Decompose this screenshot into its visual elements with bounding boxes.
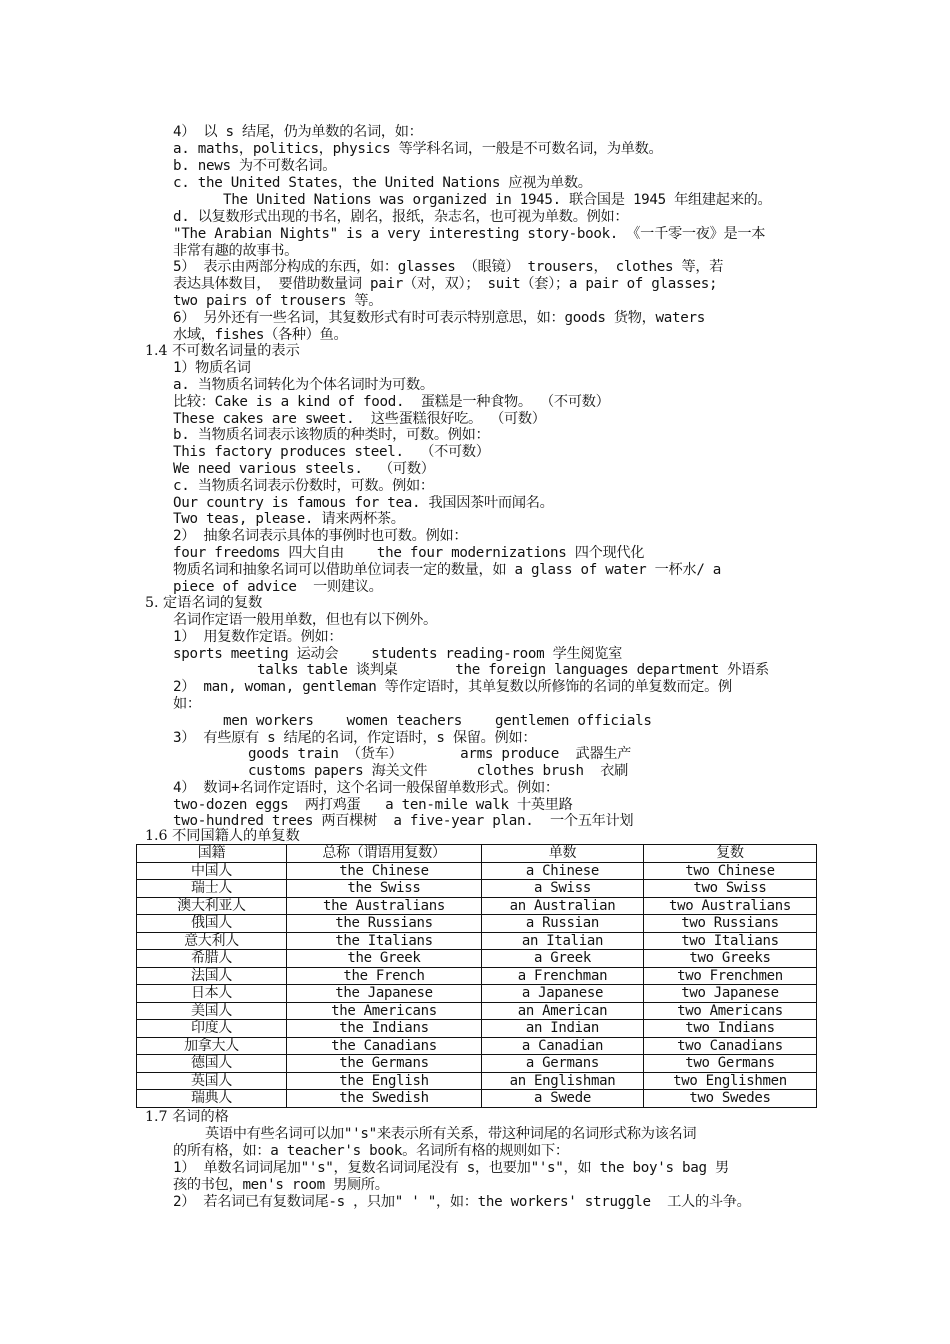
plural-cell: two Germans [644, 1055, 817, 1073]
table-row [137, 1020, 817, 1038]
paragraph-line: four freedoms 四大自由 the four modernizations 四个现代化 [173, 545, 645, 561]
table-row [137, 915, 817, 933]
collective-cell: the Swiss [287, 880, 482, 898]
nationality-cell: 印度人 [137, 1020, 287, 1038]
nationality-cell: 日本人 [137, 985, 287, 1003]
collective-cell: the Chinese [287, 862, 482, 880]
header-plural: 复数 [644, 845, 817, 863]
paragraph-line: 1） 单数名词词尾加"'s"，复数名词词尾没有 s，也要加"'s"，如 the boy's bag 男 [173, 1160, 729, 1176]
plural-cell: two Frenchmen [644, 967, 817, 985]
paragraph-line: 物质名词和抽象名词可以借助单位词表一定的数量，如 a glass of water 一杯水/ a [173, 562, 722, 578]
collective-cell: the Indians [287, 1020, 482, 1038]
table-row [137, 950, 817, 968]
paragraph-line: 名词作定语一般用单数，但也有以下例外。 [173, 612, 437, 628]
collective-cell: the English [287, 1072, 482, 1090]
paragraph-line: talks table 谈判桌 the foreign languages department 外语系 [257, 662, 769, 678]
singular-cell: a Chinese [482, 862, 644, 880]
plural-cell: two Russians [644, 915, 817, 933]
plural-cell: two Swedes [644, 1090, 817, 1108]
paragraph-line: 1）物质名词 [173, 360, 251, 376]
plural-cell: two Australians [644, 897, 817, 915]
collective-cell: the Americans [287, 1002, 482, 1020]
paragraph-line: a. maths，politics，physics 等学科名词，一般是不可数名词，为单数。 [173, 141, 663, 157]
collective-cell: the Greek [287, 950, 482, 968]
paragraph-line: two-hundred trees 两百棵树 a five-year plan. 一个五年计划 [173, 813, 634, 829]
header-nationality: 国籍 [137, 845, 287, 863]
paragraph-line: piece of advice 一则建议。 [173, 579, 383, 595]
paragraph-line: "The Arabian Nights" is a very interesting story-book. 《一千零一夜》是一本 [173, 226, 766, 242]
paragraph-line: 的所有格，如：a teacher's book。名词所有格的规则如下： [173, 1143, 569, 1159]
nationality-cell: 澳大利亚人 [137, 897, 287, 915]
nationality-cell: 瑞士人 [137, 880, 287, 898]
collective-cell: the Italians [287, 932, 482, 950]
paragraph-line: The United Nations was organized in 1945. 联合国是 1945 年组建起来的。 [223, 192, 772, 208]
singular-cell: a Russian [482, 915, 644, 933]
collective-cell: the Swedish [287, 1090, 482, 1108]
paragraph-line: c. the United States，the United Nations 应视为单数。 [173, 175, 592, 191]
paragraph-line: two-dozen eggs 两打鸡蛋 a ten-mile walk 十英里路 [173, 797, 573, 813]
section-heading: 5. 定语名词的复数 [145, 595, 263, 611]
plural-cell: two Englishmen [644, 1072, 817, 1090]
singular-cell: a Japanese [482, 985, 644, 1003]
paragraph-line: 2） man, woman, gentleman 等作定语时，其单复数以所修饰的名词的单复数而定。例 [173, 679, 732, 695]
paragraph-line: 孩的书包，men's room 男厕所。 [173, 1177, 389, 1193]
nationality-table [136, 844, 817, 1108]
table-row [137, 862, 817, 880]
table-row [137, 967, 817, 985]
plural-cell: two Italians [644, 932, 817, 950]
collective-cell: the Russians [287, 915, 482, 933]
paragraph-line: 5） 表示由两部分构成的东西，如：glasses （眼镜） trousers， clothes 等，若 [173, 259, 724, 275]
nationality-cell: 中国人 [137, 862, 287, 880]
paragraph-line: This factory produces steel. （不可数） [173, 444, 490, 460]
table-row [137, 1002, 817, 1020]
nationality-cell: 俄国人 [137, 915, 287, 933]
nationality-cell: 瑞典人 [137, 1090, 287, 1108]
paragraph-line: 6） 另外还有一些名词，其复数形式有时可表示特别意思，如：goods 货物，waters [173, 310, 706, 326]
table-row [137, 1055, 817, 1073]
nationality-cell: 英国人 [137, 1072, 287, 1090]
section-heading: 1.7 名词的格 [145, 1109, 229, 1125]
table-header-row [137, 845, 817, 863]
paragraph-line: 4） 以 s 结尾，仍为单数的名词，如： [173, 124, 423, 140]
paragraph-line: a. 当物质名词转化为个体名词时为可数。 [173, 377, 434, 393]
paragraph-line: Our country is famous for tea. 我国因茶叶而闻名。 [173, 495, 554, 511]
paragraph-line: 3） 有些原有 s 结尾的名词，作定语时，s 保留。例如： [173, 730, 537, 746]
paragraph-line: c. 当物质名词表示份数时，可数。例如： [173, 478, 434, 494]
paragraph-line: 如： [173, 696, 201, 712]
collective-cell: the Australians [287, 897, 482, 915]
paragraph-line: Two teas, please. 请来两杯茶。 [173, 511, 405, 527]
plural-cell: two Americans [644, 1002, 817, 1020]
table-row [137, 880, 817, 898]
plural-cell: two Japanese [644, 985, 817, 1003]
singular-cell: an Australian [482, 897, 644, 915]
collective-cell: the French [287, 967, 482, 985]
section-heading: 1.4 不可数名词量的表示 [145, 343, 300, 359]
paragraph-line: 4） 数词+名词作定语时，这个名词一般保留单数形式。例如： [173, 780, 559, 796]
plural-cell: two Swiss [644, 880, 817, 898]
header-singular: 单数 [482, 845, 644, 863]
section-heading: 1.6 不同国籍人的单复数 [145, 828, 300, 844]
collective-cell: the Japanese [287, 985, 482, 1003]
nationality-cell: 法国人 [137, 967, 287, 985]
paragraph-line: customs papers 海关文件 clothes brush 衣刷 [248, 763, 629, 779]
table-row [137, 932, 817, 950]
table-row [137, 985, 817, 1003]
table-row [137, 1037, 817, 1055]
paragraph-line: 2） 抽象名词表示具体的事例时也可数。例如： [173, 528, 468, 544]
singular-cell: an Englishman [482, 1072, 644, 1090]
table-row [137, 1090, 817, 1108]
nationality-cell: 加拿大人 [137, 1037, 287, 1055]
nationality-cell: 德国人 [137, 1055, 287, 1073]
paragraph-line: two pairs of trousers 等。 [173, 293, 383, 309]
paragraph-line: goods train （货车） arms produce 武器生产 [248, 746, 632, 762]
plural-cell: two Greeks [644, 950, 817, 968]
singular-cell: a Greek [482, 950, 644, 968]
nationality-cell: 美国人 [137, 1002, 287, 1020]
paragraph-line: We need various steels. （可数） [173, 461, 435, 477]
paragraph-line: These cakes are sweet. 这些蛋糕很好吃。 （可数） [173, 411, 546, 427]
singular-cell: a Swede [482, 1090, 644, 1108]
singular-cell: a Frenchman [482, 967, 644, 985]
paragraph-line: 水域，fishes（各种）鱼。 [173, 327, 348, 343]
paragraph-line: b. news 为不可数名词。 [173, 158, 337, 174]
paragraph-line: 表达具体数目， 要借助数量词 pair（对，双）； suit（套）；a pair of glasses; [173, 276, 718, 292]
paragraph-line: 2） 若名词已有复数词尾-s ，只加" ' "，如：the workers' struggle 工人的斗争。 [173, 1194, 751, 1210]
paragraph-line: d. 以复数形式出现的书名，剧名，报纸，杂志名，也可视为单数。例如： [173, 209, 629, 225]
singular-cell: a Germans [482, 1055, 644, 1073]
paragraph-line: sports meeting 运动会 students reading-room 学生阅览室 [173, 646, 623, 662]
singular-cell: an Indian [482, 1020, 644, 1038]
paragraph-line: 1） 用复数作定语。例如： [173, 629, 343, 645]
nationality-cell: 意大利人 [137, 932, 287, 950]
plural-cell: two Chinese [644, 862, 817, 880]
paragraph-line: 比较：Cake is a kind of food. 蛋糕是一种食物。 （不可数） [173, 394, 610, 410]
singular-cell: an American [482, 1002, 644, 1020]
nationality-cell: 希腊人 [137, 950, 287, 968]
table-row [137, 1072, 817, 1090]
header-collective: 总称（谓语用复数） [287, 845, 482, 863]
paragraph-line: b. 当物质名词表示该物质的种类时，可数。例如： [173, 427, 490, 443]
plural-cell: two Indians [644, 1020, 817, 1038]
singular-cell: an Italian [482, 932, 644, 950]
paragraph-line: 非常有趣的故事书。 [173, 243, 298, 259]
paragraph-line: men workers women teachers gentlemen officials [223, 713, 652, 729]
paragraph-line: 英语中有些名词可以加"'s"来表示所有关系，带这种词尾的名词形式称为该名词 [205, 1126, 697, 1142]
collective-cell: the Canadians [287, 1037, 482, 1055]
singular-cell: a Swiss [482, 880, 644, 898]
collective-cell: the Germans [287, 1055, 482, 1073]
table-row [137, 897, 817, 915]
plural-cell: two Canadians [644, 1037, 817, 1055]
singular-cell: a Canadian [482, 1037, 644, 1055]
